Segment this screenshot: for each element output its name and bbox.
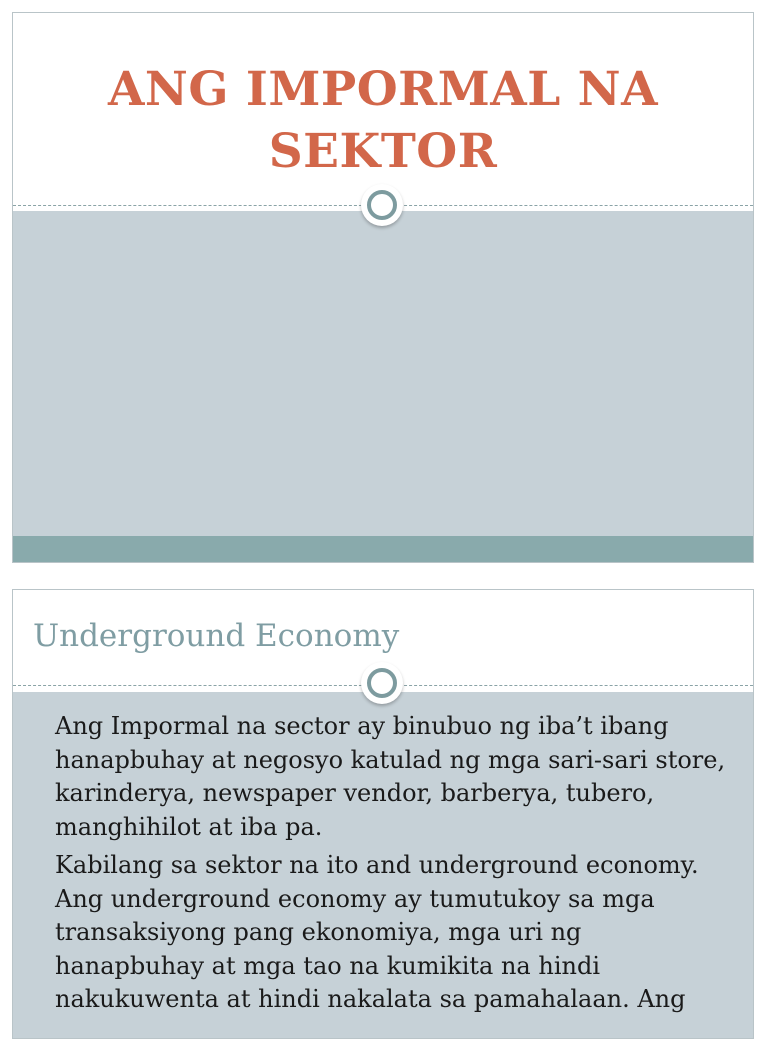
slide-title-line-2: SEKTOR [268, 124, 498, 179]
ring-icon [361, 662, 403, 704]
paragraph-line: nakukuwenta at hindi nakalata sa pamahalaan. Ang [55, 985, 686, 1013]
paragraph-line: Ang underground economy ay tumutukoy sa mga [55, 884, 655, 913]
slide-title [33, 59, 733, 183]
paragraph-2 [55, 849, 733, 1017]
paragraph-line: Kabilang sa sektor na ito and underground economy. [55, 851, 699, 879]
section-title: Underground Economy [33, 618, 400, 654]
title-area [13, 13, 753, 205]
footer-band [13, 536, 753, 562]
slide-title-line-1: ANG IMPORMAL NA [107, 62, 659, 117]
subtitle-area [13, 211, 753, 562]
paragraph-line: Ang Impormal na sector ay binubuo ng iba’t ibang [55, 712, 669, 740]
paragraph-line: hanapbuhay at negosyo katulad ng mga sari-sari store, [55, 745, 726, 774]
paragraph-line: karinderya, newspaper vendor, barberya, tubero, [55, 779, 655, 807]
paragraph-1 [55, 710, 733, 844]
slide-2 [12, 589, 754, 1039]
paragraph-line: transaksiyong pang ekonomiya, mga uri ng [55, 918, 582, 946]
paragraph-line: hanapbuhay at mga tao na kumikita na hindi [55, 951, 600, 980]
paragraph-line: manghihilot at iba pa. [55, 812, 323, 841]
slide-1 [12, 12, 754, 563]
ring-icon [361, 184, 403, 226]
